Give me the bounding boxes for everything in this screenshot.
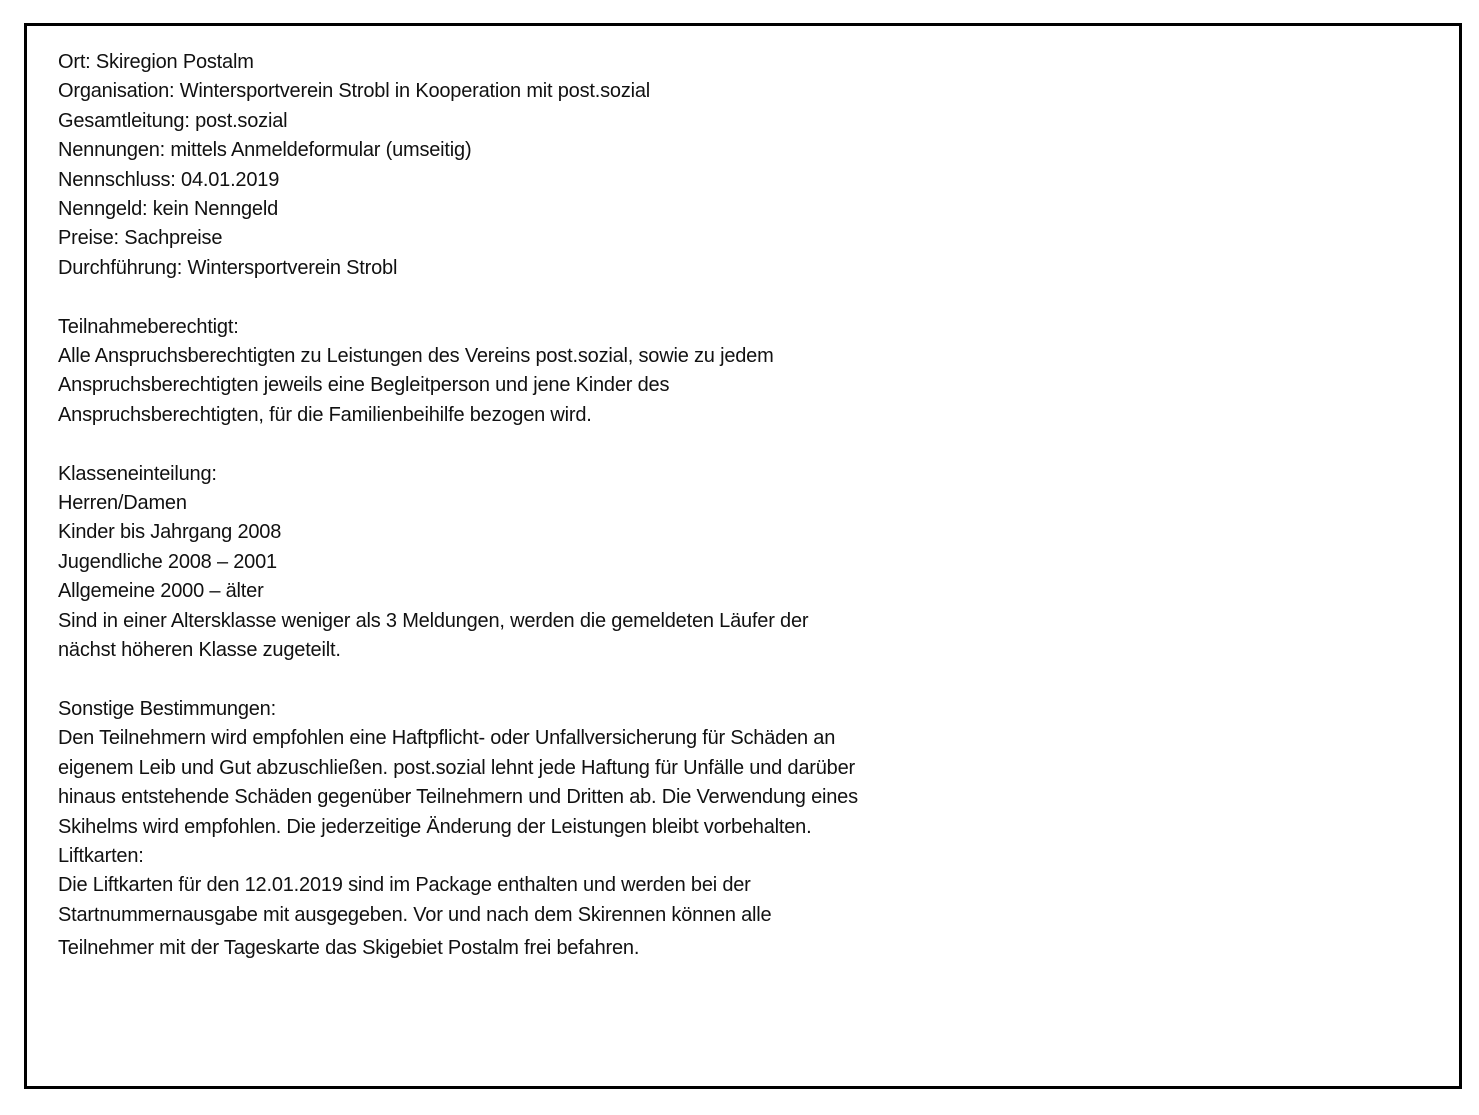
- lift-tickets-heading: Liftkarten:: [58, 844, 144, 867]
- event-execution: Durchführung: Wintersportverein Strobl: [58, 256, 398, 279]
- other-rules-line: Skihelms wird empfohlen. Die jederzeitige Änderung der Leistungen bleibt vorbehalten.: [58, 815, 812, 838]
- other-rules-line: eigenem Leib und Gut abzuschließen. post.sozial lehnt jede Haftung für Unfälle und darüber: [58, 756, 855, 779]
- eligibility-section: [58, 313, 1438, 431]
- classes-heading: Klasseneinteilung:: [58, 462, 217, 485]
- class-children: Kinder bis Jahrgang 2008: [58, 521, 282, 544]
- class-youth: Jugendliche 2008 – 2001: [58, 550, 277, 573]
- event-organisation: Organisation: Wintersportverein Strobl in Kooperation mit post.sozial: [58, 80, 651, 103]
- event-entry-deadline: Nennschluss: 04.01.2019: [58, 168, 280, 191]
- class-men-women: Herren/Damen: [58, 492, 187, 515]
- classes-rule-line: Sind in einer Altersklasse weniger als 3 Meldungen, werden die gemeldeten Läufer der: [58, 609, 809, 632]
- spacer: [58, 283, 1438, 312]
- class-general: Allgemeine 2000 – älter: [58, 580, 264, 603]
- eligibility-line: Alle Anspruchsberechtigten zu Leistungen des Vereins post.sozial, sowie zu jedem: [58, 345, 774, 368]
- event-entry-fee: Nenngeld: kein Nenngeld: [58, 198, 279, 221]
- eligibility-heading: Teilnahmeberechtigt:: [58, 315, 239, 338]
- other-rules-section: [58, 695, 1438, 842]
- event-info-section: [58, 48, 1438, 283]
- eligibility-line: Anspruchsberechtigten, für die Familienbeihilfe bezogen wird.: [58, 403, 592, 426]
- event-prizes: Preise: Sachpreise: [58, 227, 223, 250]
- lift-tickets-line: Startnummernausgabe mit ausgegeben. Vor und nach dem Skirennen können alle: [58, 903, 772, 926]
- spacer: [58, 430, 1438, 459]
- document-frame: [24, 23, 1462, 1089]
- other-rules-heading: Sonstige Bestimmungen:: [58, 697, 276, 720]
- classes-section: [58, 460, 1438, 666]
- spacer: [58, 666, 1438, 695]
- event-entries: Nennungen: mittels Anmeldeformular (umseitig): [58, 139, 472, 162]
- event-location: Ort: Skiregion Postalm: [58, 51, 254, 73]
- other-rules-line: hinaus entstehende Schäden gegenüber Teilnehmern und Dritten ab. Die Verwendung eines: [58, 786, 858, 809]
- lift-tickets-line: Teilnehmer mit der Tageskarte das Skigebiet Postalm frei befahren.: [58, 937, 640, 960]
- lift-tickets-section: [58, 842, 1438, 964]
- event-overall-management: Gesamtleitung: post.sozial: [58, 109, 288, 132]
- other-rules-line: Den Teilnehmern wird empfohlen eine Haftpflicht- oder Unfallversicherung für Schäden an: [58, 727, 836, 750]
- eligibility-line: Anspruchsberechtigten jeweils eine Begleitperson und jene Kinder des: [58, 374, 670, 397]
- classes-rule-line: nächst höheren Klasse zugeteilt.: [58, 639, 341, 662]
- lift-tickets-line: Die Liftkarten für den 12.01.2019 sind im Package enthalten und werden bei der: [58, 874, 751, 897]
- document-content: [58, 48, 1438, 964]
